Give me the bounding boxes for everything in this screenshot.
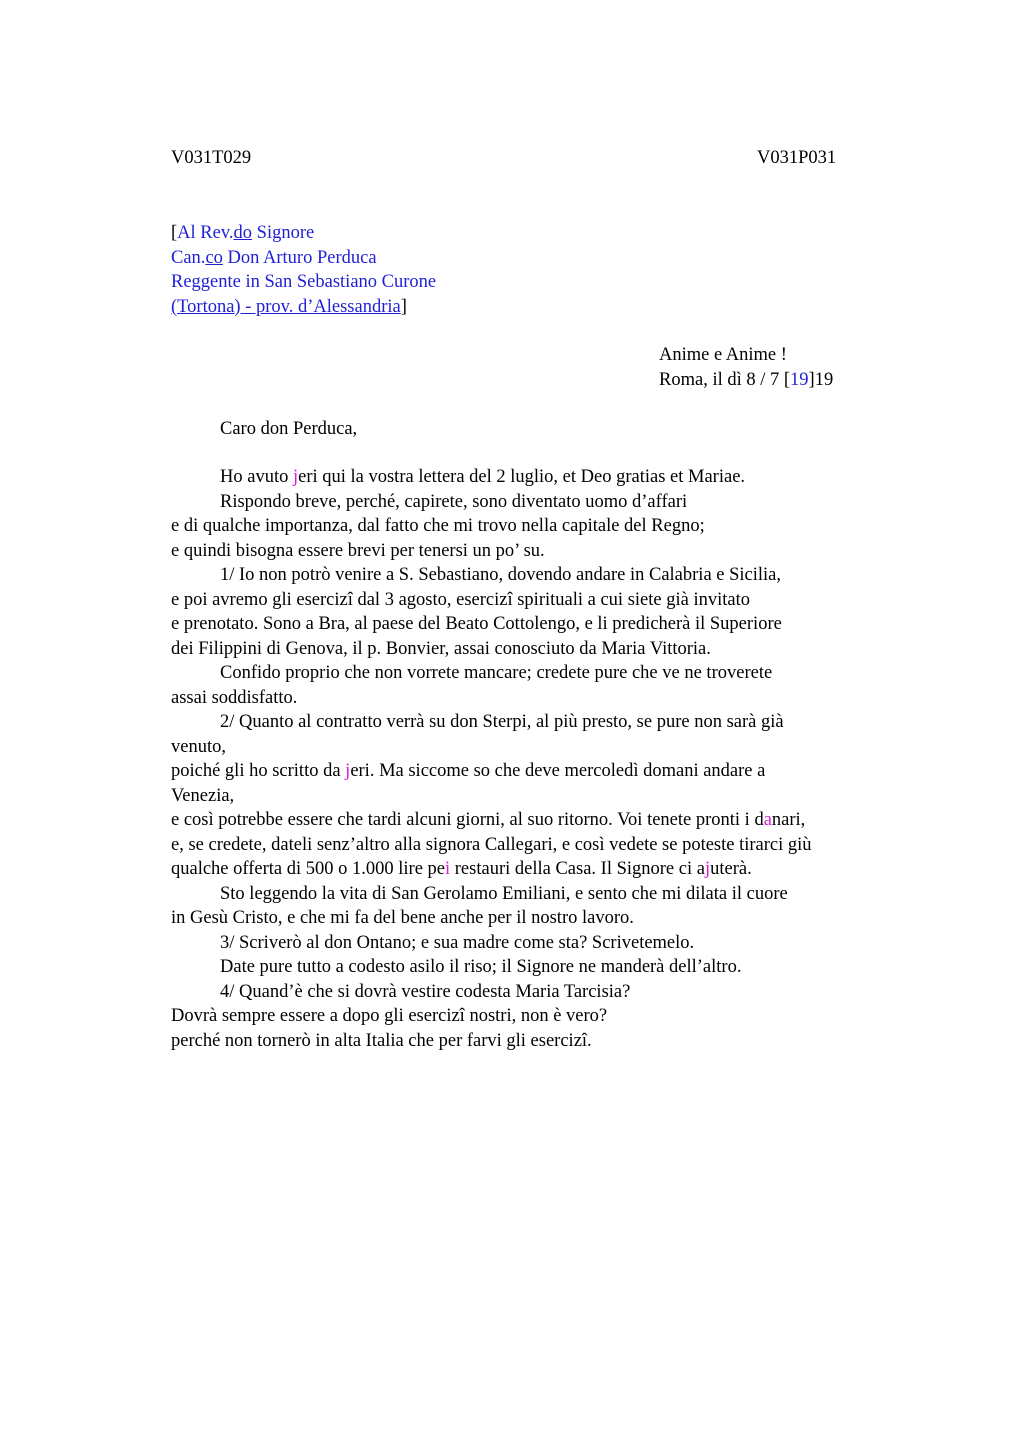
body-line: in Gesù Cristo, e che mi fa del bene anche per il nostro lavoro. — [171, 908, 634, 928]
body-line: Rispondo breve, perché, capirete, sono diventato uomo d’affari — [220, 491, 688, 512]
address-line-1: [Al Rev.do Signore — [171, 223, 315, 243]
body-line: e prenotato. Sono a Bra, al paese del Beato Cottolengo, e li predicherà il Superiore — [171, 614, 782, 634]
body-line: 4/ Quand’è che si dovrà vestire codesta Maria Tarcisia? — [220, 981, 631, 1002]
body-line: poiché gli ho scritto da jeri. Ma siccome so che deve mercoledì domani andare a — [171, 761, 766, 781]
document-code-right: V031P031 — [757, 148, 837, 168]
address-line-2: Can.co Don Arturo Perduca — [171, 247, 377, 268]
letter-body — [171, 465, 901, 1053]
body-line: Dovrà sempre essere a dopo gli esercizî nostri, non è vero? — [171, 1006, 608, 1026]
address-line-4: (Tortona) - prov. d’Alessandria] — [171, 296, 407, 317]
address-block — [171, 221, 436, 319]
date-block — [659, 343, 833, 392]
body-line: perché non tornerò in alta Italia che per farvi gli esercizî. — [171, 1030, 592, 1051]
body-line: 3/ Scriverò al don Ontano; e sua madre come sta? Scrivetemelo. — [220, 932, 695, 953]
body-line: assai soddisfatto. — [171, 687, 298, 708]
body-line: Date pure tutto a codesto asilo il riso; il Signore ne manderà dell’altro. — [220, 957, 742, 977]
address-line-3: Reggente in San Sebastiano Curone — [171, 272, 437, 292]
salutation: Caro don Perduca, — [220, 419, 358, 439]
body-line: e, se credete, dateli senz’altro alla signora Callegari, e così vedete se poteste tirarci giù — [171, 834, 812, 855]
body-line: 2/ Quanto al contratto verrà su don Sterpi, al più presto, se pure non sarà già — [220, 712, 784, 732]
body-line: Confido proprio che non vorrete mancare; credete pure che ve ne troverete — [220, 663, 773, 683]
motto: Anime e Anime ! — [659, 345, 787, 365]
body-line: qualche offerta di 500 o 1.000 lire pei restauri della Casa. Il Signore ci ajuterà. — [171, 859, 752, 879]
body-line: e così potrebbe essere che tardi alcuni giorni, al suo ritorno. Voi tenete pronti i danari, — [171, 810, 806, 830]
body-line: 1/ Io non potrò venire a S. Sebastiano, dovendo andare in Calabria e Sicilia, — [220, 565, 782, 585]
body-line: dei Filippini di Genova, il p. Bonvier, assai conosciuto da Maria Vittoria. — [171, 638, 711, 659]
body-line: venuto, — [171, 736, 226, 757]
body-line: Ho avuto jeri qui la vostra lettera del 2 luglio, et Deo gratias et Mariae. — [220, 467, 746, 487]
body-line: Sto leggendo la vita di San Gerolamo Emiliani, e sento che mi dilata il cuore — [220, 883, 788, 904]
body-line: e poi avremo gli esercizî dal 3 agosto, esercizî spirituali a cui siete già invitato — [171, 589, 750, 610]
body-line: e quindi bisogna essere brevi per tenersi un po’ su. — [171, 540, 545, 561]
body-line: e di qualche importanza, dal fatto che mi trovo nella capitale del Regno; — [171, 516, 705, 536]
body-line: Venezia, — [171, 785, 235, 806]
document-code-left: V031T029 — [171, 148, 252, 168]
date-line: Roma, il dì 8 / 7 [19]19 — [659, 369, 834, 390]
